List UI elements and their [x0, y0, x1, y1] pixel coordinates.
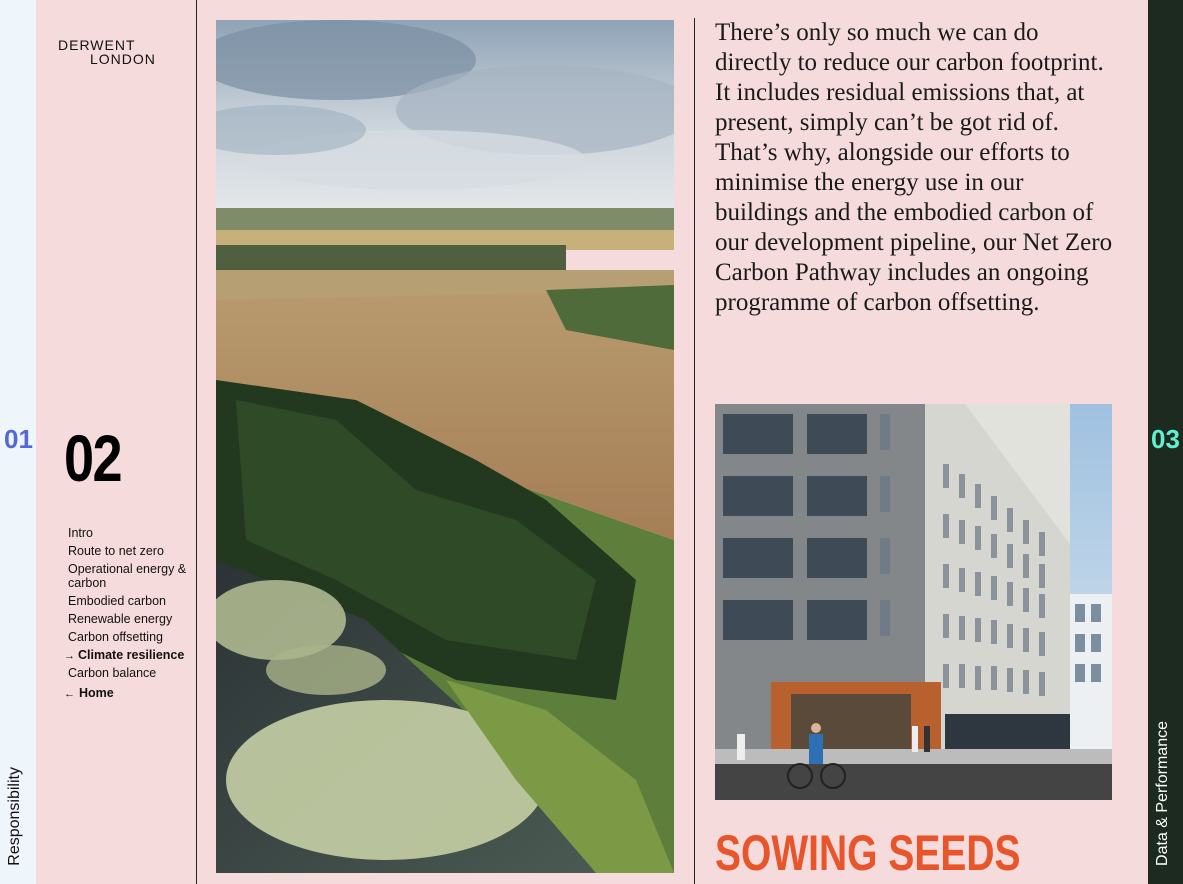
nav-item-label: Carbon balance [68, 666, 157, 680]
nav-item-intro[interactable] [68, 526, 188, 540]
nav-item-carbon-balance[interactable] [68, 666, 188, 680]
section-number: 02 [64, 421, 121, 495]
section-heading: SOWING SEEDS [715, 825, 1021, 881]
office-building-photo [715, 404, 1112, 800]
nav-item-label: Embodied carbon [68, 594, 166, 608]
main-content [197, 0, 1148, 884]
nav-item-label: Route to net zero [68, 544, 164, 558]
section-nav [64, 526, 188, 705]
nav-item-label: Operational energy & carbon [68, 562, 187, 590]
nav-item-renewable-energy[interactable] [68, 612, 188, 626]
arrow-left-icon: ← [64, 688, 75, 700]
arrow-right-icon: → [64, 650, 75, 662]
nav-item-label: Home [79, 686, 114, 700]
nav-item-label: Climate resilience [78, 648, 185, 662]
next-section-rail[interactable] [1148, 0, 1183, 884]
logo[interactable] [58, 38, 156, 66]
column-divider [694, 18, 695, 884]
sidebar [36, 0, 197, 884]
nav-item-climate-resilience[interactable] [64, 648, 188, 662]
logo-line-1: DERWENT [58, 37, 136, 53]
prev-section-label[interactable]: Responsibility [6, 767, 23, 866]
nav-item-label: Renewable energy [68, 612, 173, 626]
intro-quote: There’s only so much we can do directly to reduce our carbon footprint. It includes residual emissions that, at present, simply can’t be got rid of. That’s why, alongside our efforts to minimise the energy use in our buildings and the embodied carbon of our development pipeline, our Net Zero Carbon Pathway includes an ongoing programme of carbon offsetting. [715, 19, 1113, 316]
nav-item-label: Intro [68, 526, 94, 540]
nav-item-home[interactable] [64, 686, 188, 701]
logo-line-2: LONDON [90, 51, 156, 67]
nav-item-label: Carbon offsetting [68, 630, 163, 644]
nav-item-route-to-net-zero[interactable] [68, 544, 188, 558]
next-section-number[interactable]: 03 [1151, 424, 1180, 454]
prev-section-rail[interactable] [0, 0, 36, 884]
nav-item-carbon-offsetting[interactable] [68, 630, 188, 644]
next-section-label[interactable]: Data & Performance [1154, 721, 1171, 866]
nav-item-operational-energy[interactable] [68, 562, 188, 590]
aerial-landscape-photo [216, 20, 674, 873]
nav-item-embodied-carbon[interactable] [68, 594, 188, 608]
prev-section-number[interactable]: 01 [4, 424, 33, 454]
